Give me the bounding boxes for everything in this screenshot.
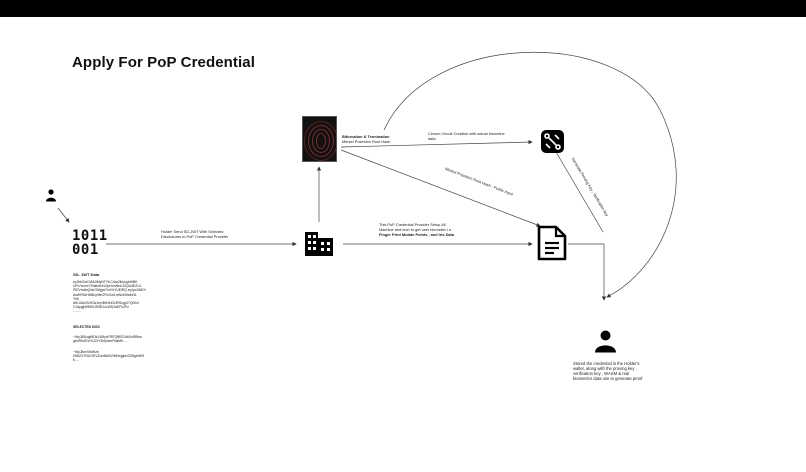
arrow-person-to-data [58,208,69,222]
selected-disc-1: ~WyJBSzgiMDk1Vl8ycFR0TjRBTUt6VzRBbw gbnRhdGVrX2ZrY2hfplvmPdaMh..... [73,335,142,344]
selected-disc-heading: SELECTED DISC [73,325,101,329]
sd-jwt-heading: SD- JWT Data [73,272,100,277]
setup-label-line-2: Machine and tech to get user biometric i.e [379,227,452,232]
setup-label-line-1: This PoP Credential Provider Setup All [379,222,446,227]
binary-row-2: 001 [72,242,99,258]
circom-label: Circom Circuit Creation with actual biometric data [428,131,505,141]
fingerprint-image [302,116,337,162]
document-icon [537,225,567,261]
send-jwt-label: Holder Send SD-JWT With Selected Disclosures to PoP Credential Provider [161,229,229,239]
setup-label-line-3: Finger Print Mutate Points , and Iris Data [379,232,455,237]
holder-person-icon [595,330,616,353]
arrow-fingerprint-to-document [341,150,540,226]
bifurcation-title: Bifurcation & Termination [342,134,390,139]
person-icon [46,189,56,202]
merkel-public-input-label: Merkel Poseidon Root Hash - Public Input [444,166,514,197]
binary-icon [72,229,108,257]
proving-key-label: Generate Proving Key , Verification key [570,156,610,218]
circuit-icon [541,130,564,153]
binary-row-1: 1011 [72,228,108,244]
sd-jwt-body: eyJhbGciOiAiUlMyNTYiLCAia2lkIjogInNBK UFtVxcmrY2NkkdUrvSpHonNeUJ4QUdEZUL PIEVnc6ej2ctrOMjgwTmVhYUEiRQ.eyJpc3MiOi AiaHR0cHM6Ly9leGFtcGxlLmNvbSIsInN1 YiI6 lWL0AIv3VlX3z1eyIBIHAiOiJRSzgjU7Q00zl CJdpgjhBlNiOJR5EJxLWS2aEFIUFd ........ [73,280,146,314]
stored-credential-label: Stored the credential in the Holder's wallet, along with the proving key , verification key , WASM & real biometrics data use to generate proof [573,361,643,381]
building-icon [304,230,334,257]
selected-disc-2: ~WyJlbmVlbWzb HMiZXTNUGEVZIzxNkl0VlM0wjgbnS25lgbIW5 b.... [73,350,144,363]
arc-fingerprint-to-holder [384,52,676,297]
page-title: Apply For PoP Credential [72,54,255,71]
bifurcation-subtitle: Merkel Poseidon Root Hash [342,139,391,144]
